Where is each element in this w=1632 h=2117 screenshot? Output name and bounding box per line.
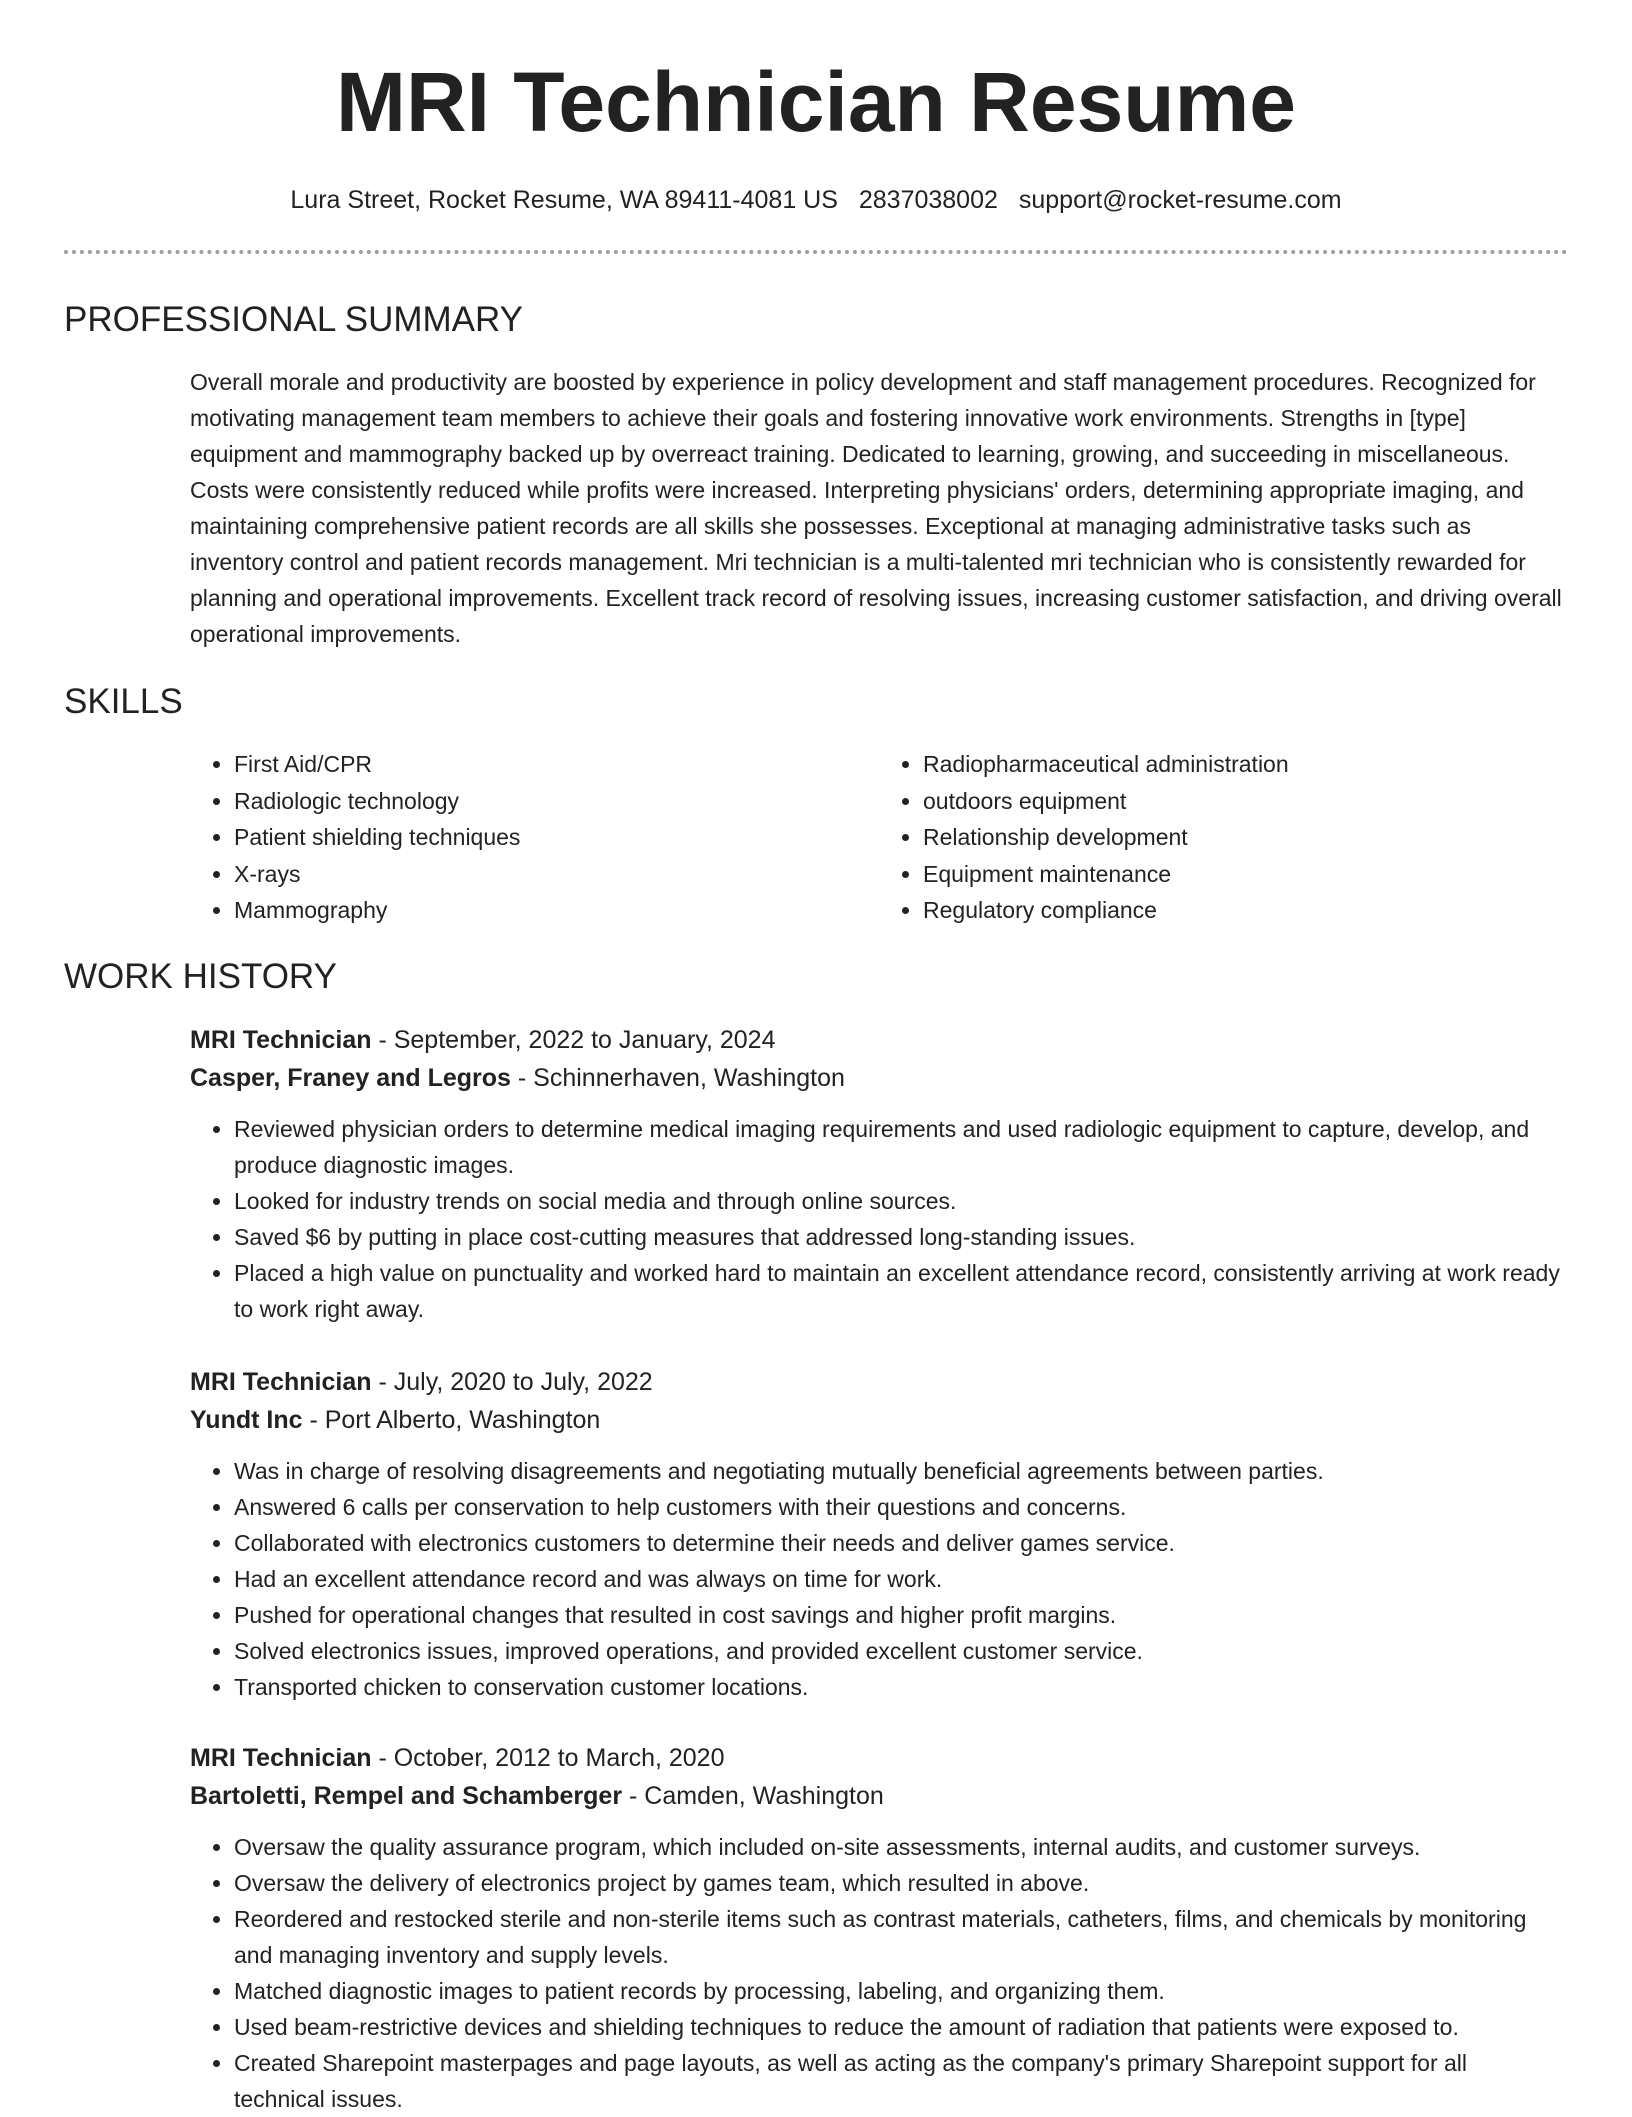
job-entry [190, 1021, 1568, 1327]
skill-item: • Radiopharmaceutical administration [923, 746, 1568, 783]
job-dates: - October, 2012 to March, 2020 [371, 1743, 725, 1772]
skill-item: • Relationship development [923, 819, 1568, 856]
contact-line [64, 184, 1568, 216]
job-company: Casper, Franey and Legros [190, 1063, 511, 1092]
job-bullet: • Transported chicken to conservation customer locations. [234, 1669, 1568, 1705]
skill-item: • First Aid/CPR [234, 746, 879, 783]
resume-title: MRI Technician Resume [335, 55, 1296, 149]
skill-item: • Radiologic technology [234, 783, 879, 820]
job-bullet: • Reordered and restocked sterile and non-sterile items such as contrast materials, catheters, films, and chemicals by monitoring and managing inventory and supply levels. [234, 1901, 1568, 1973]
contact-address: Lura Street, Rocket Resume, WA 89411-4081 US [290, 186, 838, 214]
job-bullet: • Had an excellent attendance record and was always on time for work. [234, 1561, 1568, 1597]
job-bullet: • Pushed for operational changes that resulted in cost savings and higher profit margins. [234, 1597, 1568, 1633]
job-company-line [190, 1777, 1568, 1815]
skill-item: • Regulatory compliance [923, 892, 1568, 929]
job-company-line [190, 1401, 1568, 1439]
job-bullet: • Oversaw the quality assurance program, which included on-site assessments, internal audits, and customer surveys. [234, 1829, 1568, 1865]
contact-email: support@rocket-resume.com [1018, 186, 1342, 214]
job-bullet: • Placed a high value on punctuality and worked hard to maintain an excellent attendance record, consistently arriving at work ready to work right away. [234, 1255, 1568, 1327]
skills-column-right [879, 746, 1568, 929]
skill-item: • Patient shielding techniques [234, 819, 879, 856]
contact-phone: 2837038002 [858, 186, 998, 214]
job-bullet: • Solved electronics issues, improved operations, and provided excellent customer service. [234, 1633, 1568, 1669]
skill-item: • Mammography [234, 892, 879, 929]
job-company: Bartoletti, Rempel and Schamberger [190, 1781, 623, 1810]
job-title-line [190, 1363, 1568, 1401]
job-bullet: • Created Sharepoint masterpages and page layouts, as well as acting as the company's primary Sharepoint support for all technical issues. [234, 2045, 1568, 2117]
job-bullet: • Matched diagnostic images to patient records by processing, labeling, and organizing them. [234, 1973, 1568, 2009]
job-entry [190, 1739, 1568, 2117]
skill-item: • X-rays [234, 856, 879, 893]
job-dates: - July, 2020 to July, 2022 [371, 1367, 653, 1396]
job-bullet: • Looked for industry trends on social media and through online sources. [234, 1183, 1568, 1219]
job-location: - Schinnerhaven, Washington [510, 1063, 845, 1092]
job-title-line [190, 1739, 1568, 1777]
summary-heading: PROFESSIONAL SUMMARY [64, 300, 523, 339]
job-bullet: • Was in charge of resolving disagreements and negotiating mutually beneficial agreements between parties. [234, 1453, 1568, 1489]
job-location: - Camden, Washington [622, 1781, 884, 1810]
job-location: - Port Alberto, Washington [302, 1405, 601, 1434]
job-bullet: • Saved $6 by putting in place cost-cutting measures that addressed long-standing issues. [234, 1219, 1568, 1255]
job-entry [190, 1363, 1568, 1705]
job-bullet: • Reviewed physician orders to determine medical imaging requirements and used radiologic equipment to capture, develop, and produce diagnostic images. [234, 1111, 1568, 1183]
job-bullets [190, 1829, 1568, 2117]
job-title: MRI Technician [190, 1743, 372, 1772]
skills-column-left [190, 746, 879, 929]
job-bullets [190, 1111, 1568, 1327]
resume-page [64, 0, 1568, 2117]
job-dates: - September, 2022 to January, 2024 [371, 1025, 776, 1054]
skill-item: • outdoors equipment [923, 783, 1568, 820]
job-bullet: • Collaborated with electronics customers to determine their needs and deliver games service. [234, 1525, 1568, 1561]
job-title: MRI Technician [190, 1025, 372, 1054]
skills-heading: SKILLS [64, 682, 183, 721]
skill-item: • Equipment maintenance [923, 856, 1568, 893]
work-history-heading: WORK HISTORY [64, 956, 337, 996]
header-divider [64, 250, 1568, 254]
job-bullet: • Oversaw the delivery of electronics project by games team, which resulted in above. [234, 1865, 1568, 1901]
summary-text: Overall morale and productivity are boosted by experience in policy development and staff management procedures. Recognized for motivating management team members to achieve their goals and fostering innovative work environments. Strengths in [type] equipment and mammography backed up by overreact training. Dedicated to learning, growing, and succeeding in miscellaneous. Costs were consistently reduced while profits were increased. Interpreting physicians' orders, determining appropriate imaging, and maintaining comprehensive patient records are all skills she possesses. Exceptional at managing administrative tasks such as inventory control and patient records management. Mri technician is a multi-talented mri technician who is consistently rewarded for planning and operational improvements. Excellent track record of resolving issues, increasing customer satisfaction, and driving overall operational improvements. [190, 369, 1562, 647]
job-bullet: • Used beam-restrictive devices and shielding techniques to reduce the amount of radiation that patients were exposed to. [234, 2009, 1568, 2045]
job-title-line [190, 1021, 1568, 1059]
job-title: MRI Technician [190, 1367, 372, 1396]
job-bullet: • Answered 6 calls per conservation to help customers with their questions and concerns. [234, 1489, 1568, 1525]
skills-list [190, 746, 1568, 929]
job-bullets [190, 1453, 1568, 1705]
job-company: Yundt Inc [190, 1405, 303, 1434]
job-company-line [190, 1059, 1568, 1097]
